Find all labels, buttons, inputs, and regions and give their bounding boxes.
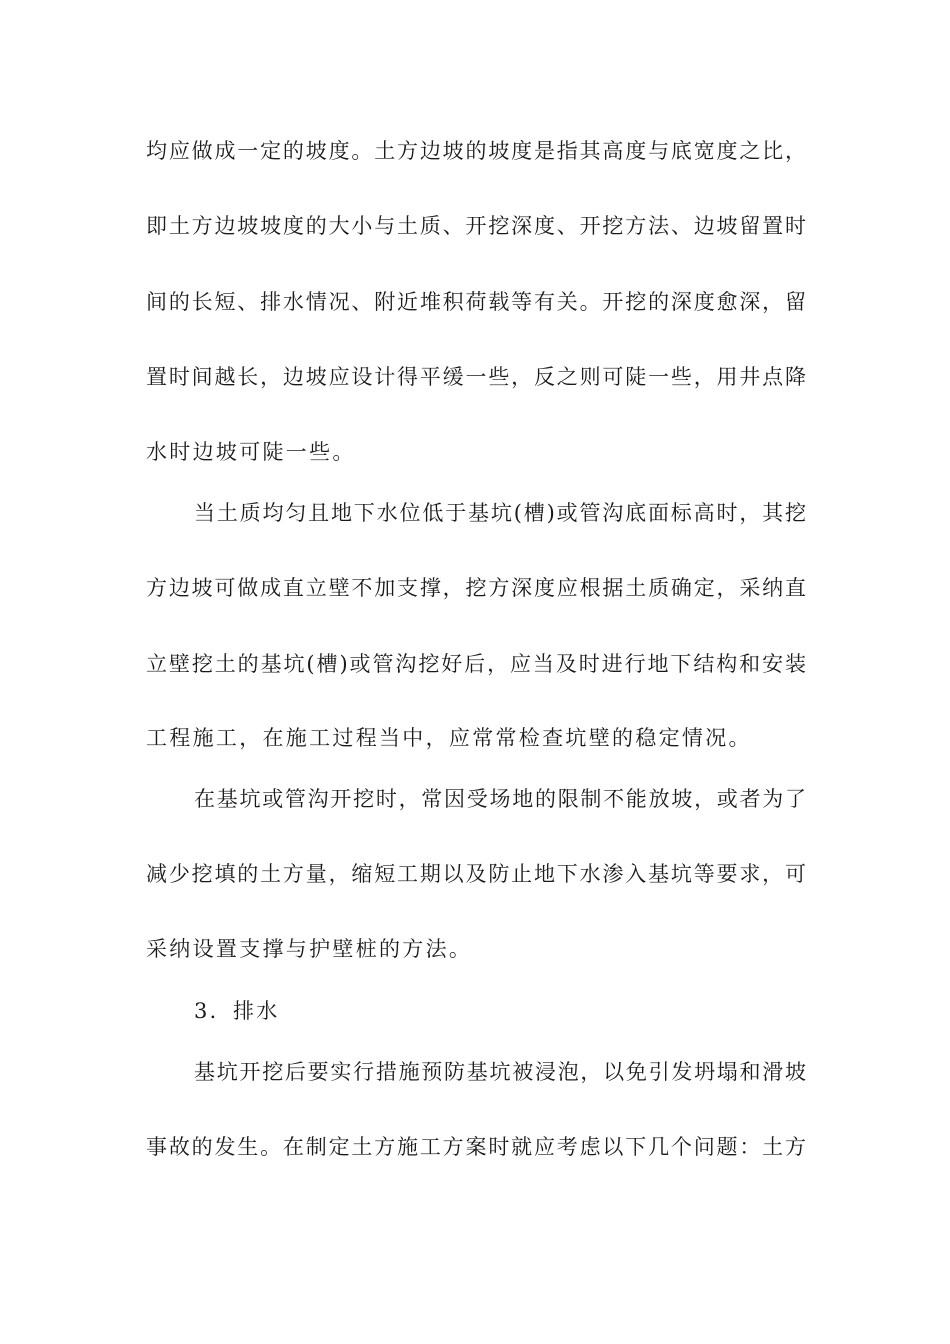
text-line: 工程施工，在施工过程当中，应常常检查坑壁的稳定情况。 xyxy=(146,726,752,750)
text-line: 减少挖填的土方量，缩短工期以及防止地下水渗入基坑等要求，可 xyxy=(146,862,806,886)
text-line: 即土方边坡坡度的大小与土质、开挖深度、开挖方法、边坡留置时 xyxy=(146,214,806,238)
paragraph-first-line: 当土质均匀且地下水位低于基坑(槽)或管沟底面标高时，其挖 xyxy=(194,501,806,525)
text-line: 立壁挖土的基坑(槽)或管沟挖好后，应当及时进行地下结构和安装 xyxy=(146,652,806,676)
text-line: 方边坡可做成直立壁不加支撑，挖方深度应根据土质确定，采纳直 xyxy=(146,576,806,600)
text-line: 间的长短、排水情况、附近堆积荷载等有关。开挖的深度愈深，留 xyxy=(146,290,806,314)
text-line: 均应做成一定的坡度。土方边坡的坡度是指其高度与底宽度之比， xyxy=(146,139,806,163)
paragraph-first-line: 基坑开挖后要实行措施预防基坑被浸泡，以免引发坍塌和滑坡 xyxy=(194,1060,806,1084)
text-line: 水时边坡可陡一些。 xyxy=(146,440,356,464)
text-line: 事故的发生。在制定土方施工方案时就应考虑以下几个问题：土方 xyxy=(146,1135,806,1159)
text-line: 采纳设置支撑与护壁桩的方法。 xyxy=(146,937,473,961)
text-line: 置时间越长，边坡应设计得平缓一些，反之则可陡一些，用井点降 xyxy=(146,365,806,389)
paragraph-first-line: 在基坑或管沟开挖时，常因受场地的限制不能放坡，或者为了 xyxy=(194,787,806,811)
section-heading: 3．排水 xyxy=(194,999,280,1023)
